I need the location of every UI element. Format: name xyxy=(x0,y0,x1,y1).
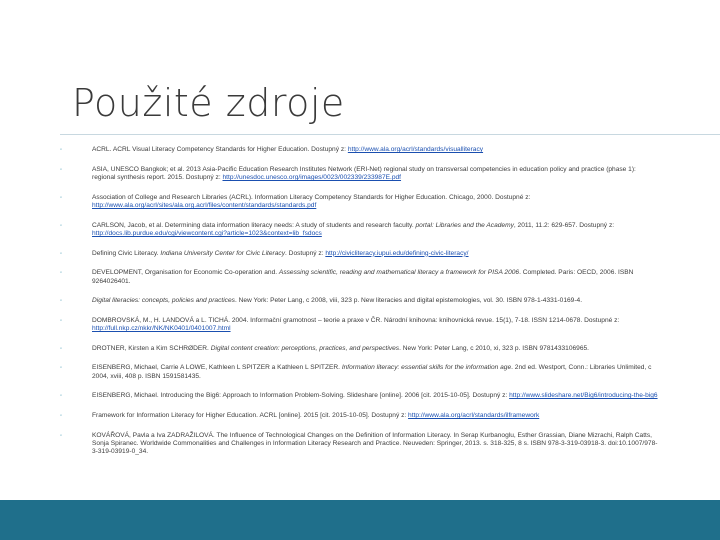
reference-item xyxy=(60,194,660,211)
reference-link[interactable]: http://unesdoc.unesco.org/images/0023/002339/233987E.pdf xyxy=(222,174,402,181)
bullet-icon: ◦ xyxy=(60,345,63,352)
reference-text: EISENBERG, Michael. Introducing the Big6: Approach to Information Problem-Solving. Slideshare [online]. 2006 [cit. 2015-10-05]. Dostupný z: xyxy=(92,392,510,400)
reference-title: Assessing scientific, reading and mathematical literacy a framework for PISA 2006 xyxy=(278,269,520,277)
reference-text-cont: . Completed. Paris: OECD, 2006. ISBN 9264026401. xyxy=(92,269,634,285)
reference-title: Digital content creation: perceptions, practices, and perspectives xyxy=(210,344,400,352)
bullet-icon: ◦ xyxy=(60,222,63,229)
reference-link[interactable]: http://docs.lib.purdue.edu/cgi/viewcontent.cgi?article=1023&context=lib_fsdocs xyxy=(92,230,322,237)
reference-item xyxy=(60,146,660,154)
reference-link[interactable]: http://www.slideshare.net/Big6/introducing-the-big6 xyxy=(509,392,658,400)
reference-item xyxy=(60,345,660,353)
reference-item xyxy=(60,412,660,420)
slide-title: Použité zdroje xyxy=(72,81,345,125)
reference-item xyxy=(60,166,660,183)
reference-title: Indiana University Center for Civic Literacy xyxy=(160,249,286,257)
reference-item xyxy=(60,297,660,305)
reference-link[interactable]: http://www.ala.org/acrl/sites/ala.org.acrl/files/content/standards/standards.pdf xyxy=(92,202,317,209)
reference-text: EISENBERG, Michael, Carrie A LOWE, Kathleen L SPITZER a Kathleen L SPITZER. xyxy=(92,364,342,372)
bullet-icon: ◦ xyxy=(60,270,63,277)
reference-text: Framework for Information Literacy for Higher Education. ACRL [online]. 2015 [cit. 2015-10-05]. Dostupný z: xyxy=(92,411,409,419)
bullet-icon: ◦ xyxy=(60,432,63,439)
reference-text-cont: . 2nd ed. Westport, Conn.: Libraries Unlimited, c 2004, xviii, 408 p. ISBN 1591581435. xyxy=(92,364,652,380)
bullet-icon: ◦ xyxy=(60,393,63,400)
reference-item xyxy=(60,317,660,334)
reference-text: ASIA, UNESCO Bangkok; et al. 2013 Asia-Pacific Education Research Institutes Network (ERI-Net) regional study on transversal competencies in education policy and practice (phase 1): regional synthesis report. 2015. Dostupný z: xyxy=(92,165,636,181)
reference-title: Information literacy: essential skills for the information age xyxy=(341,364,512,372)
reference-item xyxy=(60,364,660,381)
bullet-icon: ◦ xyxy=(60,250,63,257)
reference-item xyxy=(60,269,660,286)
reference-text: KOVÁŘOVÁ, Pavla a Iva ZADRAŽILOVÁ. The Influence of Technological Changes on the Definition of Information Literacy. In Serap Kurbanoglu, Esther Grassian, Diane Mizrachi, Ralph Catts, Sonja Spiranec. Worldwide Commonalities and Challenges in Information Literacy Research and Practice. Neuveden: Springer, 2013. s. 318-325, 8 s. ISBN 978-3-319-03918-3. doi:10.1007/978-3-319-03919-0_34. xyxy=(92,431,658,456)
reference-text: DOMBROVSKÁ, M., H. LANDOVÁ a L. TICHÁ. 2004. Informační gramotnost – teorie a praxe v ČR. Národní knihovna: knihovnická revue. 15(1), 7-18. ISSN 1214-0678. Dostupné z: xyxy=(92,316,620,324)
reference-item xyxy=(60,432,660,457)
bullet-icon: ◦ xyxy=(60,194,63,201)
bullet-icon: ◦ xyxy=(60,365,63,372)
bullet-icon: ◦ xyxy=(60,147,63,153)
bullet-icon: ◦ xyxy=(60,317,63,324)
footer-band xyxy=(0,500,720,540)
reference-link[interactable]: http://full.nkp.cz/nkkr/NK/NK0401/0401007.html xyxy=(92,325,231,333)
reference-title: portal: Libraries and the Academy xyxy=(415,221,514,229)
reference-text-cont: . New York: Peter Lang, c 2010, xi, 323 p. ISBN 9781433106965. xyxy=(399,344,589,352)
reference-link[interactable]: http://www.ala.org/acrl/standards/visualliteracy xyxy=(347,146,484,153)
reference-link[interactable]: http://www.ala.org/acrl/standards/ilframework xyxy=(408,411,540,419)
reference-link[interactable]: http://civicliteracy.iupui.edu/defining-civic-literacy/ xyxy=(325,249,469,257)
reference-text-cont: . Dostupný z: xyxy=(285,249,326,257)
reference-item xyxy=(60,222,660,239)
reference-list xyxy=(60,146,660,468)
title-divider xyxy=(60,134,720,135)
reference-text-cont: . New York: Peter Lang, c 2008, viii, 323 p. New literacies and digital epistemologies, vol. 30. ISBN 978-1-4331-0169-4. xyxy=(234,297,583,305)
bullet-icon: ◦ xyxy=(60,166,63,173)
reference-item xyxy=(60,250,660,258)
reference-text: Defining Civic Literacy. xyxy=(92,249,161,257)
bullet-icon: ◦ xyxy=(60,298,63,305)
reference-text: ACRL. ACRL Visual Literacy Competency Standards for Higher Education. Dostupný z: xyxy=(92,146,348,153)
reference-text: CARLSON, Jacob, et al. Determining data information literacy needs: A study of students and research faculty. xyxy=(92,221,416,229)
bullet-icon: ◦ xyxy=(60,412,63,419)
reference-item xyxy=(60,392,660,400)
reference-text: DROTNER, Kirsten a Kim SCHRØDER. xyxy=(92,344,211,352)
reference-title: Digital literacies: concepts, policies and practices xyxy=(92,297,235,305)
reference-text: Association of College and Research Libraries (ACRL). Information Literacy Competency Standards for Higher Education. Chicago, 2000. Dostupné z: xyxy=(92,193,531,201)
reference-text-cont: , 2011, 11.2: 629-657. Dostupný z: xyxy=(513,221,615,229)
reference-text: DEVELOPMENT, Organisation for Economic Co-operation and. xyxy=(92,269,279,277)
